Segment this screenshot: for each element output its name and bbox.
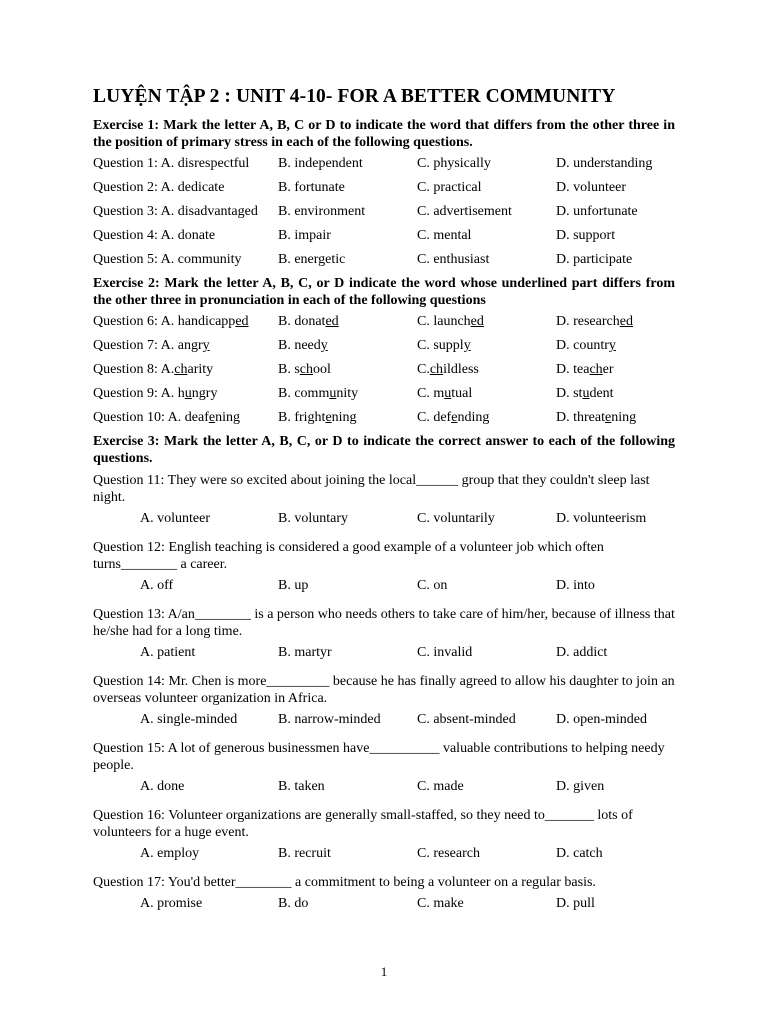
- question-row: [93, 361, 675, 385]
- underlined-part: e: [451, 410, 458, 425]
- page-number: 1: [380, 964, 388, 979]
- underlined-part: y: [202, 338, 210, 353]
- question-row: [93, 203, 675, 227]
- option-d: [556, 337, 675, 361]
- underlined-part: ed: [325, 314, 339, 329]
- question-row: [93, 409, 675, 433]
- option-b: B. energetic: [278, 252, 346, 267]
- answer-options: [93, 510, 675, 534]
- option-d: D. volunteerism: [556, 511, 647, 526]
- option-c: C. physically: [417, 156, 491, 171]
- underlined-part: ed: [470, 314, 484, 329]
- option-c: C. practical: [417, 180, 482, 195]
- option-text: Question 6: A. handicapp: [93, 314, 236, 329]
- answer-options: [93, 577, 675, 601]
- answer-options: [93, 895, 675, 919]
- option-a: A. done: [140, 779, 185, 794]
- question-item: [93, 807, 675, 869]
- option-d: [556, 409, 675, 433]
- exercise-2-questions: [93, 313, 675, 433]
- option-c: C. on: [417, 578, 448, 593]
- option-b: B. up: [278, 578, 309, 593]
- question-option-a: Question 4: A. donate: [93, 228, 216, 243]
- option-text: nity: [336, 386, 359, 401]
- option-b: B. independent: [278, 156, 363, 171]
- option-b: B. impair: [278, 228, 331, 243]
- option-text: Question 8: A.: [93, 362, 175, 377]
- option-b: [278, 409, 417, 433]
- option-text: C. launch: [417, 314, 471, 329]
- answer-options: [93, 778, 675, 802]
- option-a: [93, 385, 278, 409]
- option-text: D. research: [556, 314, 620, 329]
- question-item: [93, 606, 675, 668]
- option-text: B. s: [278, 362, 300, 377]
- option-d: D. participate: [556, 252, 633, 267]
- option-text: B. donat: [278, 314, 326, 329]
- answer-options: [93, 644, 675, 668]
- underlined-part: u: [329, 386, 337, 401]
- exercise-1-questions: [93, 155, 675, 275]
- option-text: D. countr: [556, 338, 609, 353]
- option-b: B. environment: [278, 204, 366, 219]
- option-text: C. def: [417, 410, 452, 425]
- question-row: [93, 313, 675, 337]
- exercise-2-instruction: Exercise 2: Mark the letter A, B, C, or D indicate the word whose underlined part differs from the other three in pronunciation in each of the following questions: [93, 276, 675, 308]
- underlined-part: ch: [589, 362, 603, 377]
- answer-options: [93, 711, 675, 735]
- question-text: Question 16: Volunteer organizations are generally small-staffed, so they need to_______ lots of volunteers for a huge event.: [93, 808, 633, 840]
- option-b: B. taken: [278, 779, 325, 794]
- question-row: [93, 227, 675, 251]
- underlined-part: u: [184, 386, 192, 401]
- question-option-a: Question 2: A. dedicate: [93, 180, 225, 195]
- option-c: C. voluntarily: [417, 511, 495, 526]
- exercise-3-questions: [93, 472, 675, 919]
- option-c: [417, 361, 556, 385]
- question-row: [93, 385, 675, 409]
- option-text: D. tea: [556, 362, 590, 377]
- option-c: C. mental: [417, 228, 472, 243]
- option-c: [417, 385, 556, 409]
- question-text: Question 14: Mr. Chen is more_________ because he has finally agreed to allow his daughter to join an overseas volunteer organization in Africa.: [93, 674, 675, 706]
- option-text: C. suppl: [417, 338, 464, 353]
- question-option-a: Question 3: A. disadvantaged: [93, 204, 258, 219]
- option-a: A. single-minded: [140, 712, 238, 727]
- question-item: [93, 874, 675, 919]
- option-text: ning: [611, 410, 637, 425]
- question-item: [93, 472, 675, 534]
- option-a: [93, 361, 278, 385]
- option-b: B. narrow-minded: [278, 712, 381, 727]
- option-c: C. absent-minded: [417, 712, 516, 727]
- option-text: Question 10: A. deaf: [93, 410, 209, 425]
- option-a: A. patient: [140, 645, 196, 660]
- option-b: B. recruit: [278, 846, 331, 861]
- question-text: Question 17: You'd better________ a commitment to being a volunteer on a regular basis.: [93, 875, 596, 890]
- option-c: [417, 313, 556, 337]
- option-b: B. voluntary: [278, 511, 348, 526]
- option-d: [556, 313, 675, 337]
- underlined-part: ch: [429, 362, 444, 377]
- question-row: [93, 337, 675, 361]
- option-c: C. make: [417, 896, 464, 911]
- option-d: [556, 361, 675, 385]
- option-text: B. fright: [278, 410, 326, 425]
- option-text: tual: [451, 386, 473, 401]
- option-d: D. open-minded: [556, 712, 647, 727]
- document-content: [93, 117, 675, 919]
- option-text: ning: [331, 410, 357, 425]
- option-a: A. employ: [140, 846, 200, 861]
- question-option-a: Question 1: A. disrespectful: [93, 156, 250, 171]
- option-text: B. comm: [278, 386, 330, 401]
- question-item: [93, 740, 675, 802]
- option-text: B. need: [278, 338, 321, 353]
- option-c: [417, 337, 556, 361]
- option-b: [278, 361, 417, 385]
- question-row: [93, 155, 675, 179]
- question-text: Question 11: They were so excited about joining the local______ group that they couldn't sleep last night.: [93, 473, 650, 505]
- option-b: B. martyr: [278, 645, 332, 660]
- answer-options: [93, 845, 675, 869]
- option-c: C. research: [417, 846, 480, 861]
- option-b: [278, 337, 417, 361]
- question-option-a: Question 5: A. community: [93, 252, 242, 267]
- option-b: [278, 313, 417, 337]
- option-text: Question 9: A. h: [93, 386, 185, 401]
- option-c: C. advertisement: [417, 204, 512, 219]
- question-row: [93, 251, 675, 275]
- option-text: ool: [313, 362, 331, 377]
- option-text: Question 7: A. angr: [93, 338, 203, 353]
- option-text: ngry: [191, 386, 218, 401]
- question-item: [93, 539, 675, 601]
- option-d: D. understanding: [556, 156, 653, 171]
- option-d: D. pull: [556, 896, 595, 911]
- question-item: [93, 673, 675, 735]
- exercise-3-instruction: Exercise 3: Mark the letter A, B, C, or D to indicate the correct answer to each of the following questions.: [93, 434, 675, 466]
- option-a: A. promise: [140, 896, 203, 911]
- option-a: [93, 409, 278, 433]
- option-text: ning: [215, 410, 240, 425]
- option-a: [93, 313, 278, 337]
- option-text: nding: [457, 410, 490, 425]
- option-text: C.: [417, 362, 430, 377]
- question-row: [93, 179, 675, 203]
- option-a: A. volunteer: [140, 511, 210, 526]
- underlined-part: ed: [619, 314, 633, 329]
- underlined-part: y: [463, 338, 471, 353]
- underlined-part: y: [608, 338, 616, 353]
- option-text: C. m: [417, 386, 445, 401]
- option-text: dent: [589, 386, 614, 401]
- underlined-part: ed: [235, 314, 249, 329]
- underlined-part: u: [444, 386, 452, 401]
- option-text: D. threat: [556, 410, 605, 425]
- option-d: D. unfortunate: [556, 204, 638, 219]
- option-c: C. made: [417, 779, 464, 794]
- option-d: D. catch: [556, 846, 603, 861]
- option-text: D. st: [556, 386, 583, 401]
- option-text: arity: [187, 362, 214, 377]
- option-a: [93, 337, 278, 361]
- question-text: Question 12: English teaching is considered a good example of a volunteer job which often turns________ a career.: [93, 540, 604, 572]
- option-d: D. given: [556, 779, 605, 794]
- exercise-1-instruction: Exercise 1: Mark the letter A, B, C or D to indicate the word that differs from the other three in the position of primary stress in each of the following questions.: [93, 118, 675, 150]
- underlined-part: ch: [174, 362, 188, 377]
- option-c: C. invalid: [417, 645, 473, 660]
- underlined-part: e: [208, 410, 216, 425]
- option-c: C. enthusiast: [417, 252, 490, 267]
- page-title: LUYỆN TẬP 2 : UNIT 4-10- FOR A BETTER COMMUNITY: [93, 86, 616, 107]
- option-b: [278, 385, 417, 409]
- option-b: B. do: [278, 896, 309, 911]
- option-b: B. fortunate: [278, 180, 345, 195]
- option-d: D. into: [556, 578, 595, 593]
- underlined-part: e: [325, 410, 332, 425]
- option-d: [556, 385, 675, 409]
- underlined-part: y: [320, 338, 328, 353]
- option-d: D. addict: [556, 645, 608, 660]
- underlined-part: ch: [299, 362, 314, 377]
- option-text: er: [602, 362, 614, 377]
- option-d: D. volunteer: [556, 180, 626, 195]
- option-text: ildless: [443, 362, 479, 377]
- question-text: Question 13: A/an________ is a person who needs others to take care of him/her, because of illness that he/she had for a long time.: [93, 607, 675, 639]
- option-c: [417, 409, 556, 433]
- option-d: D. support: [556, 228, 616, 243]
- question-text: Question 15: A lot of generous businessmen have__________ valuable contributions to helping needy people.: [93, 741, 665, 773]
- option-a: A. off: [140, 578, 174, 593]
- underlined-part: e: [604, 410, 612, 425]
- underlined-part: u: [582, 386, 590, 401]
